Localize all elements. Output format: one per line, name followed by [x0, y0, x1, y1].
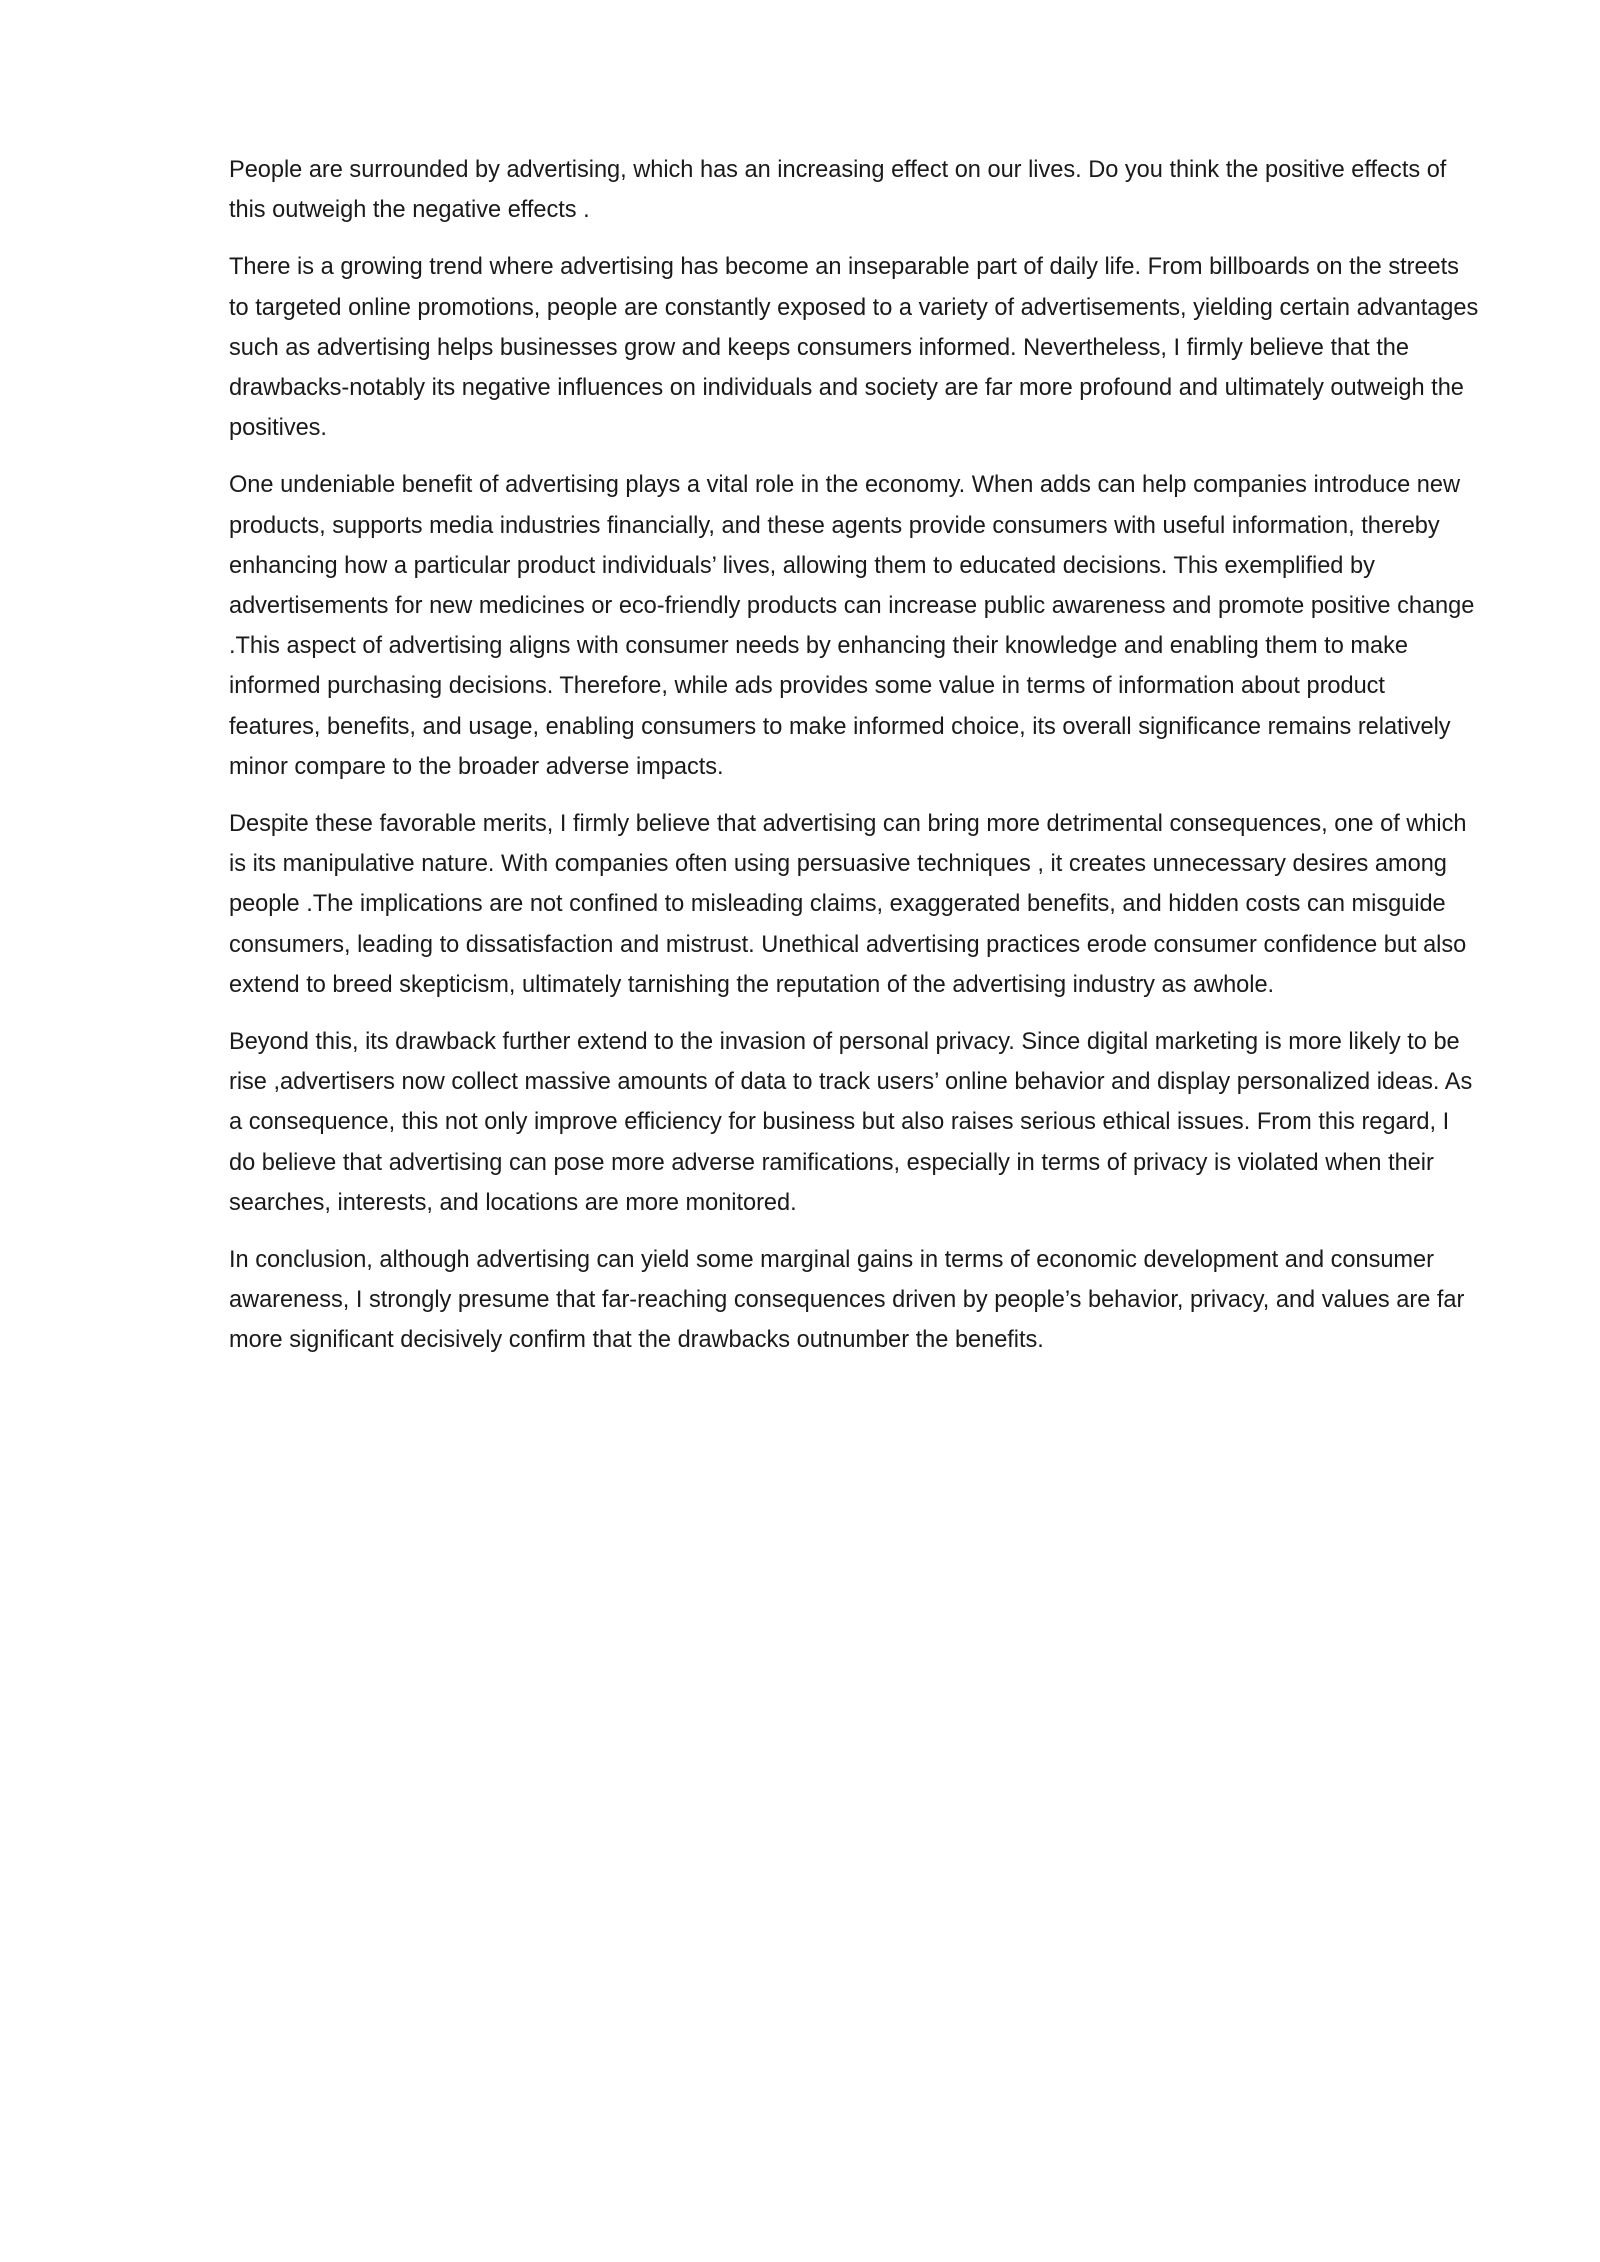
- paragraph-prompt: People are surrounded by advertising, which has an increasing effect on our lives. Do you think the positive effects of this outweigh the negative effects .: [229, 157, 1453, 224]
- paragraph-body-1: One undeniable benefit of advertising plays a vital role in the economy. When adds can help companies introduce new products, supports media industries financially, and these agents provide consumers with useful information, thereby enhancing how a particular product individuals’ lives, allowing them to educated decisions. This exemplified by advertisements for new medicines or eco-friendly products can increase public awareness and promote positive change .This aspect of advertising aligns with consumer needs by enhancing their knowledge and enabling them to make informed purchasing decisions. Therefore, while ads provides some value in terms of information about product features, benefits, and usage, enabling consumers to make informed choice, its overall significance remains relatively minor compare to the broader adverse impacts.: [229, 472, 1481, 780]
- document-text-body: [229, 150, 1485, 1361]
- paragraph-body-3: Beyond this, its drawback further extend to the invasion of personal privacy. Since digital marketing is more likely to be rise ,advertisers now collect massive amounts of data to track users’ online behavior and display personalized ideas. As a consequence, this not only improve efficiency for business but also raises serious ethical issues. From this regard, I do believe that advertising can pose more adverse ramifications, especially in terms of privacy is violated when their searches, interests, and locations are more monitored.: [229, 1029, 1479, 1216]
- paragraph-conclusion: In conclusion, although advertising can yield some marginal gains in terms of economic development and consumer awareness, I strongly presume that far-reaching consequences driven by people’s behavior, privacy, and values are far more significant decisively confirm that the drawbacks outnumber the benefits.: [229, 1247, 1471, 1354]
- paragraph-introduction: There is a growing trend where advertising has become an inseparable part of daily life. From billboards on the streets to targeted online promotions, people are constantly exposed to a variety of advertisements, yielding certain advantages such as advertising helps businesses grow and keeps consumers informed. Nevertheless, I firmly believe that the drawbacks-notably its negative influences on individuals and society are far more profound and ultimately outweigh the positives.: [229, 254, 1485, 442]
- paragraph-body-2: Despite these favorable merits, I firmly believe that advertising can bring more detrimental consequences, one of which is its manipulative nature. With companies often using persuasive techniques , it creates unnecessary desires among people .The implications are not confined to misleading claims, exaggerated benefits, and hidden costs can misguide consumers, leading to dissatisfaction and mistrust. Unethical advertising practices erode consumer confidence but also extend to breed skepticism, ultimately tarnishing the reputation of the advertising industry as awhole.: [229, 811, 1474, 998]
